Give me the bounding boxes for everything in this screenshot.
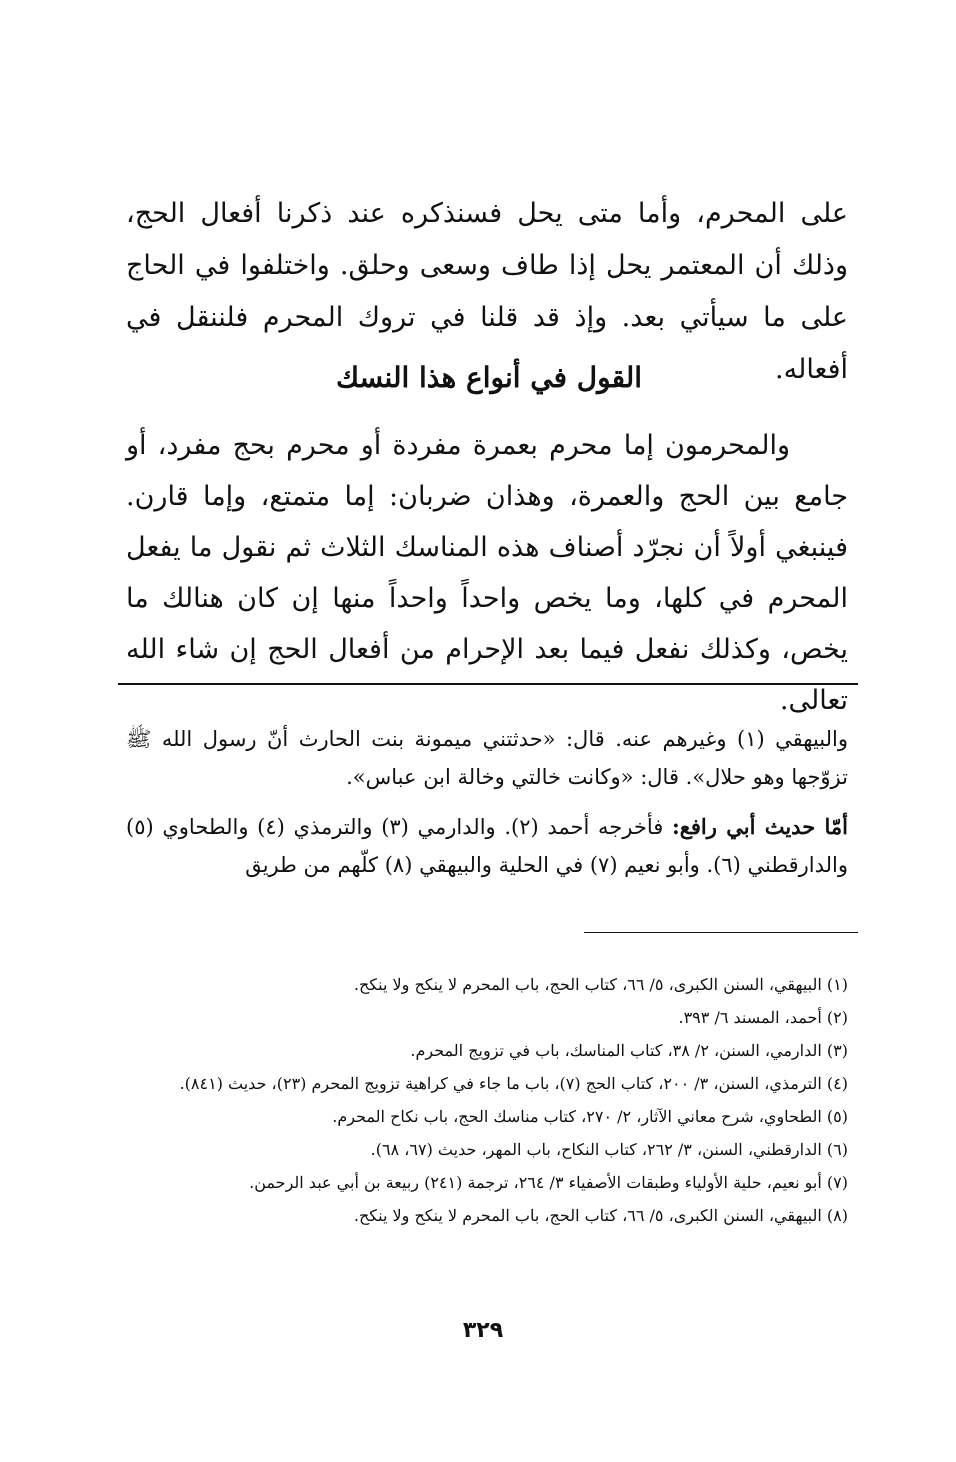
commentary-paragraph-2-text: فأخرجه أحمد (٢). والدارمي (٣) والترمذي (٤) والطحاوي (٥) والدارقطني (٦). وأبو نعيم (٧) في الحلية والبيهقي (٨) كلّهم من طريق [126, 815, 848, 877]
footnote-item: (٥) الطحاوي، شرح معاني الآثار، ٢/ ٢٧٠، كتاب مناسك الحج، باب نكاح المحرم. [332, 1107, 848, 1126]
footnote-divider-rule [584, 932, 858, 933]
footnote-item: (٧) أبو نعيم، حلية الأولياء وطبقات الأصفياء ٣/ ٢٦٤، ترجمة (٢٤١) ربيعة بن أبي عبد الرحمن. [249, 1173, 848, 1192]
footnote-item: (٣) الدارمي، السنن، ٢/ ٣٨، كتاب المناسك، باب في تزويج المحرم. [410, 1041, 848, 1060]
paragraph-2: والمحرمون إما محرم بعمرة مفردة أو محرم بحج مفرد، أو جامع بين الحج والعمرة، وهذان ضربان: إما متمتع، وإما قارن. فينبغي أولاً أن نجرّد أصناف هذه المناسك الثلاث ثم نقول ما يفعل المحرم في كلها، وما يخص واحداً واحداً منها إن كان هنالك ما يخص، وكذلك نفعل فيما بعد الإحرام من أفعال الحج إن شاء الله تعالى. [126, 430, 848, 716]
page-number: ٣٢٩ [462, 1318, 504, 1343]
section-heading: القول في أنواع هذا النسك [335, 361, 643, 394]
paragraph-1: على المحرم، وأما متى يحل فسنذكره عند ذكرنا أفعال الحج، وذلك أن المعتمر يحل إذا طاف وسعى وحلق. واختلفوا في الحاج على ما سيأتي بعد. وإذ قد قلنا في تروك المحرم فلننقل في أفعاله. [126, 198, 848, 385]
footnote-item: (٦) الدارقطني، السنن، ٣/ ٢٦٢، كتاب النكاح، باب المهر، حديث (٦٧، ٦٨). [370, 1140, 848, 1159]
commentary-lead: أمّا حديث أبي رافع: [671, 814, 848, 839]
footnotes-list [126, 968, 848, 1232]
commentary-paragraph-1: والبيهقي (١) وغيرهم عنه. قال: «حدثتني ميمونة بنت الحارث أنّ رسول الله ﷺ تزوّجها وهو حلال». قال: «وكانت خالتي وخالة ابن عباس». [126, 727, 848, 789]
footnote-item: (٤) الترمذي، السنن، ٣/ ٢٠٠، كتاب الحج (٧)، باب ما جاء في كراهية تزويج المحرم (٢٣)، حديث (٨٤١). [179, 1074, 848, 1093]
footnote-item: (٢) أحمد، المسند ٦/ ٣٩٣. [678, 1008, 848, 1027]
footnote-item: (١) البيهقي، السنن الكبرى، ٥/ ٦٦، كتاب الحج، باب المحرم لا ينكح ولا ينكح. [353, 975, 848, 994]
footnote-item: (٨) البيهقي، السنن الكبرى، ٥/ ٦٦، كتاب الحج، باب المحرم لا ينكح ولا ينكح. [353, 1206, 848, 1225]
main-divider-rule [118, 683, 858, 685]
commentary-paragraph-2 [126, 808, 848, 884]
commentary-block [126, 720, 848, 896]
